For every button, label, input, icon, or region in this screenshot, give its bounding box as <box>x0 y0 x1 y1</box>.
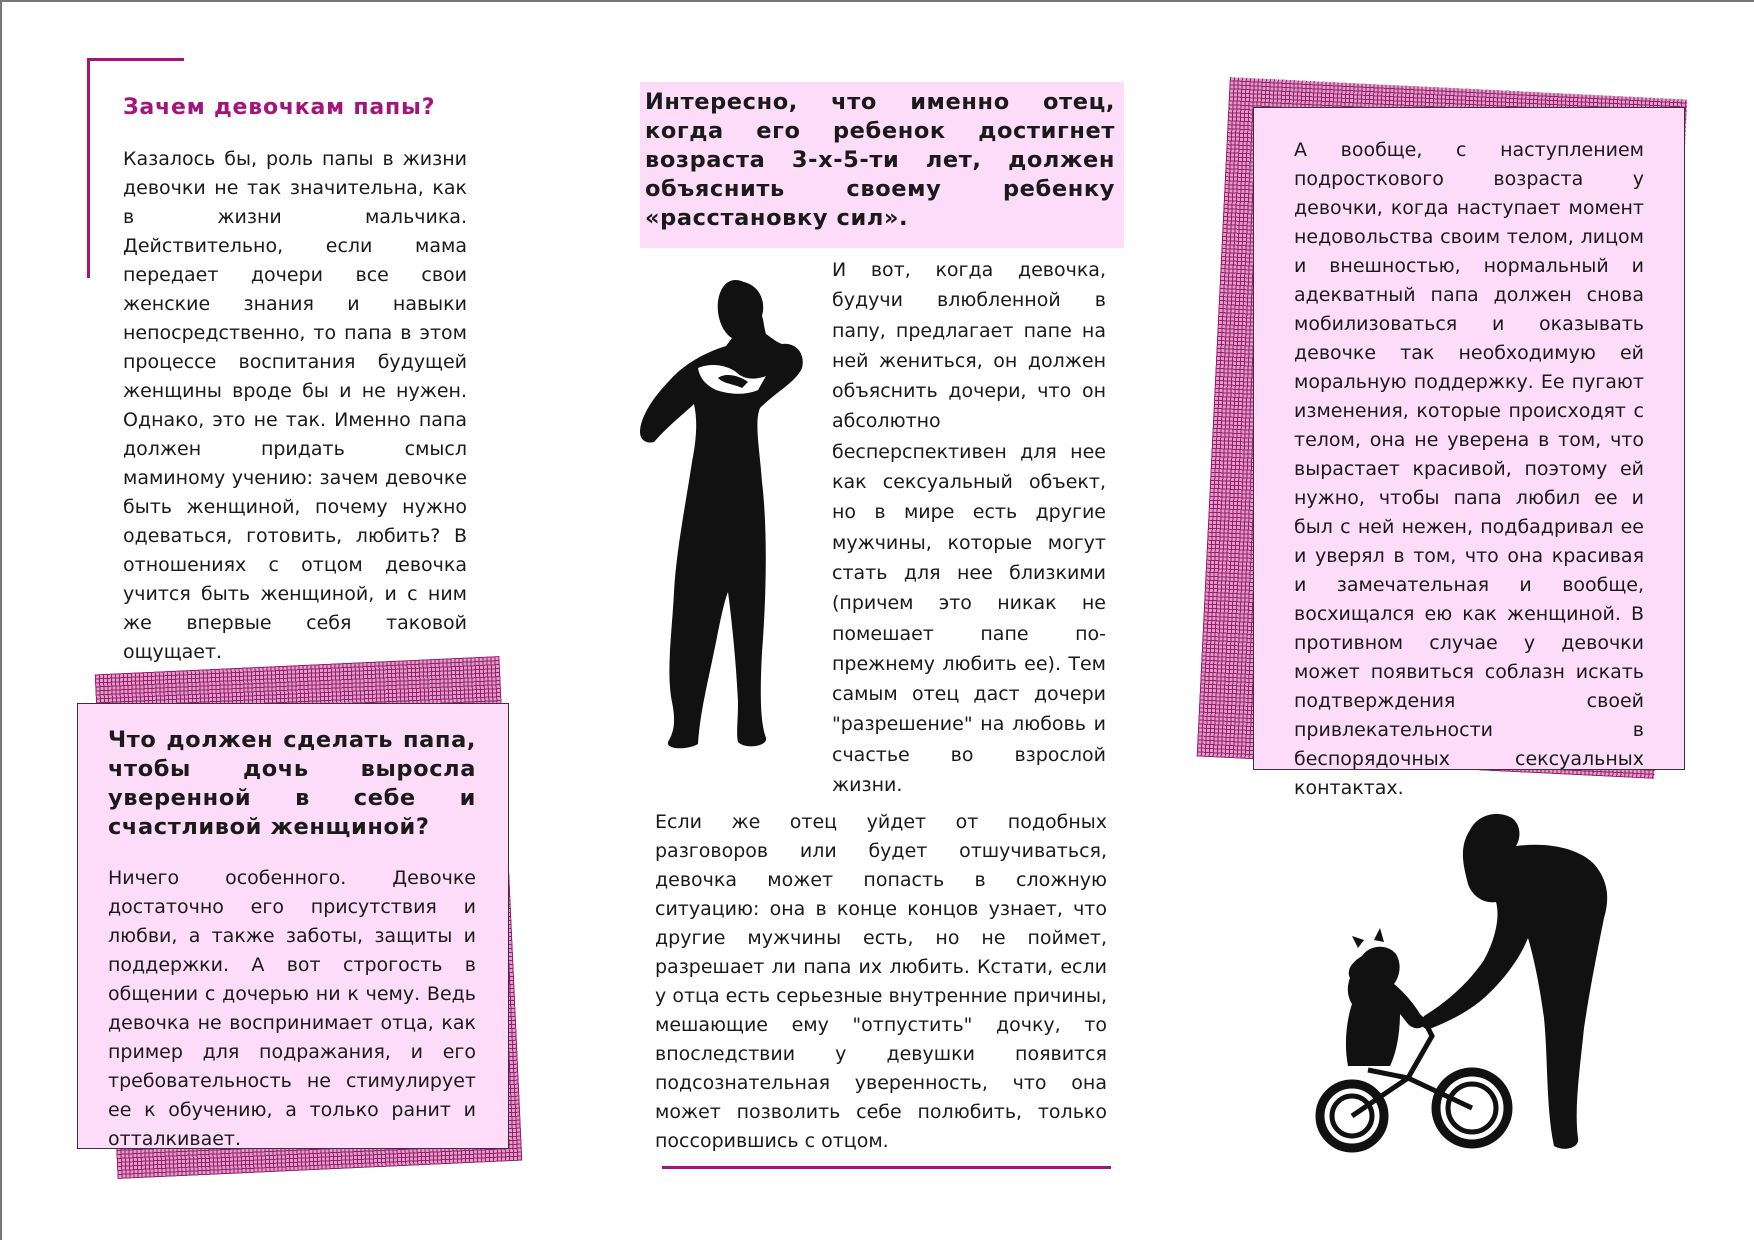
box-paragraph: Ничего особенного. Девочке достаточно его присутствия и любви, а также заботы, защиты и поддержки. А вот строгость в общении с дочерью ни к чему. Ведь девочка не воспринимает отца, как пример для подражания, и его требовательность не стимулирует ее к обучению, а только ранит и отталкивает. <box>108 867 476 1150</box>
callout-box <box>640 82 1124 248</box>
corner-frame-left <box>87 58 90 278</box>
corner-frame-top <box>87 58 184 61</box>
father-teaching-girl-bicycle-silhouette-icon <box>1308 808 1660 1160</box>
page-top-border <box>0 0 1754 2</box>
callout-text: Интересно, что именно отец, когда его ребенок достигнет возраста 3-х-5-ти лет, должен объяснить своему ребенку «расстановку сил». <box>645 89 1115 231</box>
intro-paragraph: Казалось бы, роль папы в жизни девочки не так значительна, как в жизни мальчика. Действительно, если мама передает дочери все свои женские знания и навыки непосредственно, то папа в этом процессе воспитания будущей женщины вроде бы и не нужен. Однако, это не так. Именно папа должен придать смысл маминому учению: зачем девочке быть женщиной, почему нужно одеваться, готовить, любить? В отношениях с отцом девочка учится быть женщиной, и с ним же впервые себя таковой ощущает. <box>123 148 467 663</box>
box-heading: Что должен сделать папа, чтобы дочь выросла уверенной в себе и счастливой женщиной? <box>108 727 476 840</box>
middle-paragraph-2: Если же отец уйдет от подобных разговоров или будет отшучиваться, девочка может попасть в сложную ситуацию: она в конце концов узнает, что другие мужчины есть, но не поймет, разрешает ли папа их любить. Кстати, если у отца есть серьезные внутренние причины, мешающие ему "отпустить" дочку, то впоследствии у девушки появится подсознательная уверенность, что она может позволить себе полюбить, только поссорившись с отцом. <box>655 811 1107 1152</box>
section-title: Зачем девочкам папы? <box>123 95 436 120</box>
bottom-rule <box>662 1166 1111 1169</box>
page-left-border <box>0 0 2 1240</box>
info-box-what-dad-should-do <box>77 703 509 1149</box>
father-holding-baby-silhouette-icon <box>636 272 806 752</box>
info-box-teen-support <box>1253 107 1685 799</box>
middle-paragraph-1: И вот, когда девочка, будучи влюбленной в папу, предлагает папе на ней жениться, он должен объяснить дочери, что он абсолютно бесперспективен для нее как сексуальный объект, но в мире есть другие мужчины, которые могут стать для нее близкими (причем это никак не помешает папе по-прежнему любить ее). Тем самым отец даст дочери "разрешение" на любовь и счастье во взрослой жизни. <box>832 259 1106 797</box>
section-why-girls-need-dads <box>123 93 473 123</box>
teen-paragraph: А вообще, с наступлением подросткового возраста у девочки, когда наступает момент недовольства своим телом, лицом и внешностью, нормальный и адекватный папа должен снова мобилизоваться и оказывать девочке так необходимую ей моральную поддержку. Ее пугают изменения, которые происходят с телом, она не уверена в том, что вырастает красивой, поэтому ей нужно, чтобы папа любил ее и был с ней нежен, подбадривал ее и уверял в том, что она красивая и замечательная и вообще, восхищался ею как женщиной. В противном случае у девочки может появиться соблазн искать подтверждения своей привлекательности в беспорядочных сексуальных контактах. <box>1294 139 1644 799</box>
